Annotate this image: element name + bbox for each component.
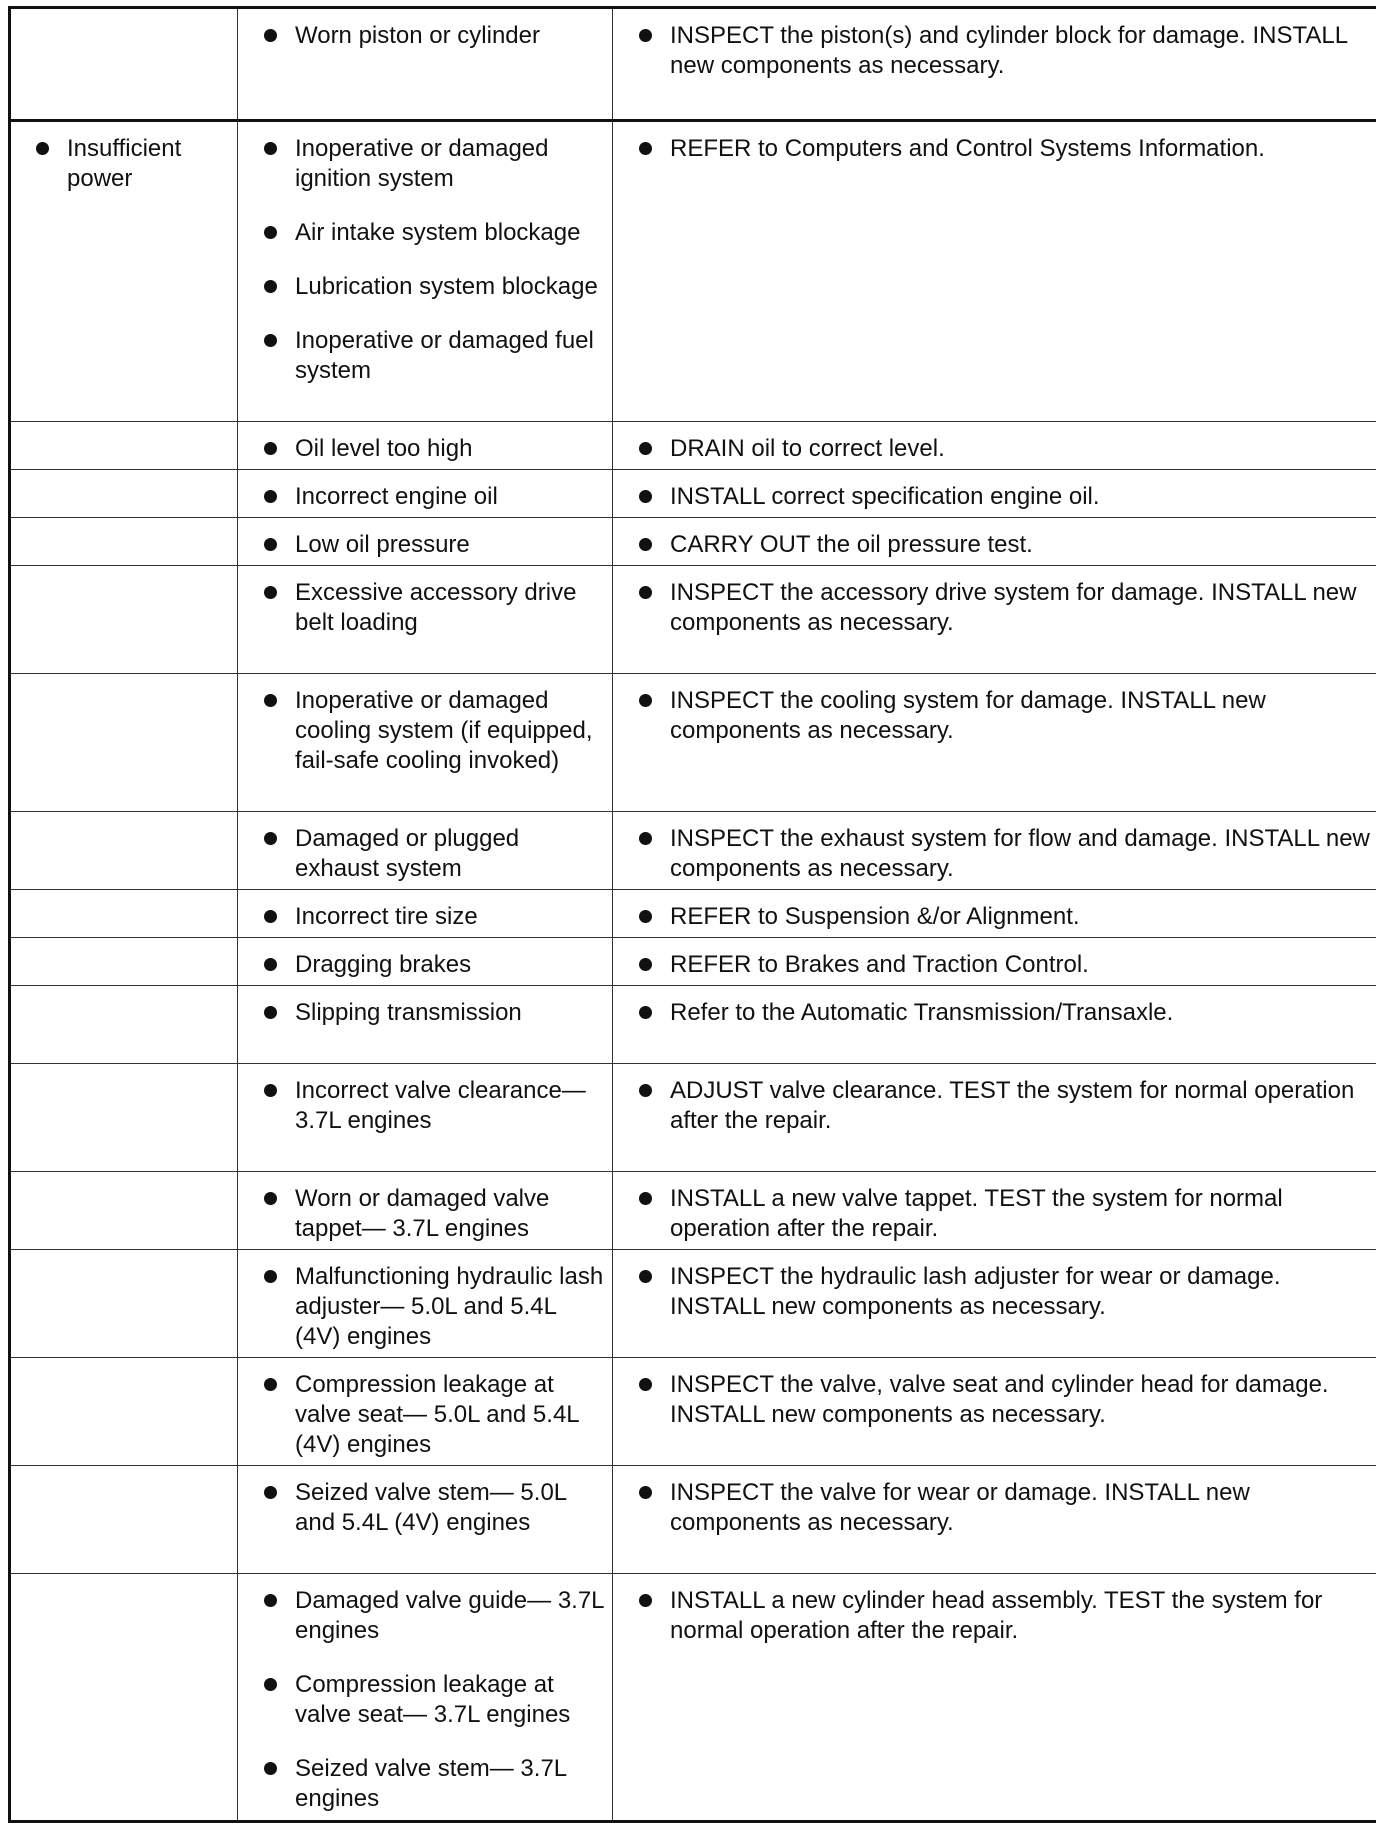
bullet-list — [238, 530, 606, 560]
condition-cell — [10, 986, 238, 1064]
action-cell — [613, 470, 1376, 518]
action-cell — [613, 986, 1376, 1064]
cause-cell — [238, 812, 613, 890]
cause-cell — [238, 1064, 613, 1172]
table-row — [10, 566, 1376, 674]
table-row — [10, 674, 1376, 812]
table-row — [10, 422, 1376, 470]
table-row — [10, 1250, 1376, 1358]
condition-item: Insufficient power — [11, 134, 231, 194]
table-row — [10, 1574, 1376, 1822]
action-cell — [613, 812, 1376, 890]
action-item: DRAIN oil to correct level. — [613, 434, 1371, 464]
condition-cell — [10, 938, 238, 986]
action-item: INSPECT the accessory drive system for damage. INSTALL new components as necessary. — [613, 578, 1371, 638]
action-item: INSPECT the cooling system for damage. INSTALL new components as necessary. — [613, 686, 1371, 746]
action-item: INSPECT the hydraulic lash adjuster for wear or damage. INSTALL new components as necessary. — [613, 1262, 1371, 1322]
action-cell — [613, 422, 1376, 470]
cause-item: Incorrect valve clearance— 3.7L engines — [238, 1076, 606, 1136]
cause-cell — [238, 566, 613, 674]
action-cell — [613, 566, 1376, 674]
bullet-list — [613, 1262, 1371, 1322]
table-row — [10, 518, 1376, 566]
action-item: ADJUST valve clearance. TEST the system for normal operation after the repair. — [613, 1076, 1371, 1136]
table-row — [10, 1064, 1376, 1172]
bullet-list — [613, 902, 1371, 932]
cause-item: Inoperative or damaged cooling system (if equipped, fail-safe cooling invoked) — [238, 686, 606, 776]
bullet-list — [613, 998, 1371, 1028]
cause-cell — [238, 986, 613, 1064]
condition-cell — [10, 812, 238, 890]
cause-item: Malfunctioning hydraulic lash adjuster— 5.0L and 5.4L (4V) engines — [238, 1262, 606, 1352]
action-item: INSTALL a new valve tappet. TEST the system for normal operation after the repair. — [613, 1184, 1371, 1244]
cause-cell — [238, 470, 613, 518]
action-item: INSTALL a new cylinder head assembly. TEST the system for normal operation after the repair. — [613, 1586, 1371, 1646]
table-row — [10, 470, 1376, 518]
cause-item: Lubrication system blockage — [238, 272, 606, 302]
cause-item: Excessive accessory drive belt loading — [238, 578, 606, 638]
bullet-list — [238, 1478, 606, 1538]
cause-cell — [238, 518, 613, 566]
action-item: Refer to the Automatic Transmission/Transaxle. — [613, 998, 1371, 1028]
bullet-list — [613, 1076, 1371, 1136]
cause-item: Seized valve stem— 5.0L and 5.4L (4V) engines — [238, 1478, 606, 1538]
bullet-list — [238, 950, 606, 980]
bullet-list — [238, 902, 606, 932]
bullet-list — [238, 824, 606, 884]
condition-cell — [10, 422, 238, 470]
cause-cell — [238, 422, 613, 470]
action-item: INSPECT the valve, valve seat and cylinder head for damage. INSTALL new components as necessary. — [613, 1370, 1371, 1430]
cause-item: Inoperative or damaged ignition system — [238, 134, 606, 194]
cause-item: Compression leakage at valve seat— 3.7L engines — [238, 1670, 606, 1730]
table-row — [10, 1466, 1376, 1574]
action-item: REFER to Suspension &/or Alignment. — [613, 902, 1371, 932]
action-item: REFER to Computers and Control Systems Information. — [613, 134, 1371, 164]
table-row — [10, 986, 1376, 1064]
cause-cell — [238, 1172, 613, 1250]
cause-cell — [238, 1250, 613, 1358]
bullet-list — [238, 1370, 606, 1460]
cause-cell — [238, 1466, 613, 1574]
condition-cell — [10, 1358, 238, 1466]
bullet-list — [238, 482, 606, 512]
cause-item: Compression leakage at valve seat— 5.0L and 5.4L (4V) engines — [238, 1370, 606, 1460]
diagnosis-table — [8, 6, 1376, 1823]
action-item: CARRY OUT the oil pressure test. — [613, 530, 1371, 560]
bullet-list — [238, 1586, 606, 1814]
cause-item: Air intake system blockage — [238, 218, 606, 248]
bullet-list — [613, 824, 1371, 884]
action-item: INSPECT the exhaust system for flow and damage. INSTALL new components as necessary. — [613, 824, 1371, 884]
action-item: INSPECT the valve for wear or damage. INSTALL new components as necessary. — [613, 1478, 1371, 1538]
bullet-list — [613, 686, 1371, 746]
bullet-list — [613, 434, 1371, 464]
cause-item: Dragging brakes — [238, 950, 606, 980]
table-row — [10, 1172, 1376, 1250]
bullet-list — [238, 998, 606, 1028]
condition-cell — [10, 1574, 238, 1822]
bullet-list — [238, 434, 606, 464]
bullet-list — [613, 1586, 1371, 1646]
action-cell — [613, 8, 1376, 121]
condition-cell — [10, 121, 238, 422]
condition-cell — [10, 470, 238, 518]
bullet-list — [613, 1478, 1371, 1538]
action-cell — [613, 1172, 1376, 1250]
condition-cell — [10, 1064, 238, 1172]
condition-cell — [10, 1250, 238, 1358]
table-row — [10, 938, 1376, 986]
cause-item: Low oil pressure — [238, 530, 606, 560]
bullet-list — [613, 950, 1371, 980]
cause-item: Damaged valve guide— 3.7L engines — [238, 1586, 606, 1646]
cause-item: Incorrect tire size — [238, 902, 606, 932]
table-row — [10, 812, 1376, 890]
action-cell — [613, 518, 1376, 566]
table-row — [10, 890, 1376, 938]
cause-cell — [238, 121, 613, 422]
condition-cell — [10, 566, 238, 674]
bullet-list — [613, 1370, 1371, 1430]
bullet-list — [613, 530, 1371, 560]
condition-cell — [10, 890, 238, 938]
cause-item: Slipping transmission — [238, 998, 606, 1028]
cause-item: Damaged or plugged exhaust system — [238, 824, 606, 884]
action-cell — [613, 890, 1376, 938]
condition-cell — [10, 518, 238, 566]
bullet-list — [11, 134, 231, 194]
diagnosis-table-body — [10, 8, 1376, 1822]
cause-item: Worn piston or cylinder — [238, 21, 606, 51]
action-item: REFER to Brakes and Traction Control. — [613, 950, 1371, 980]
bullet-list — [613, 1184, 1371, 1244]
bullet-list — [238, 1076, 606, 1136]
bullet-list — [613, 21, 1371, 81]
bullet-list — [613, 578, 1371, 638]
bullet-list — [238, 21, 606, 51]
action-cell — [613, 1250, 1376, 1358]
bullet-list — [238, 686, 606, 776]
cause-cell — [238, 938, 613, 986]
bullet-list — [238, 1262, 606, 1352]
action-cell — [613, 121, 1376, 422]
cause-item: Inoperative or damaged fuel system — [238, 326, 606, 386]
condition-cell — [10, 1172, 238, 1250]
bullet-list — [613, 134, 1371, 164]
action-cell — [613, 1466, 1376, 1574]
action-item: INSTALL correct specification engine oil. — [613, 482, 1371, 512]
action-cell — [613, 1574, 1376, 1822]
cause-cell — [238, 890, 613, 938]
condition-cell — [10, 1466, 238, 1574]
bullet-list — [238, 134, 606, 386]
action-item: INSPECT the piston(s) and cylinder block for damage. INSTALL new components as necessary. — [613, 21, 1371, 81]
cause-cell — [238, 1574, 613, 1822]
cause-item: Seized valve stem— 3.7L engines — [238, 1754, 606, 1814]
action-cell — [613, 674, 1376, 812]
action-cell — [613, 1064, 1376, 1172]
action-cell — [613, 1358, 1376, 1466]
action-cell — [613, 938, 1376, 986]
cause-cell — [238, 8, 613, 121]
bullet-list — [238, 578, 606, 638]
cause-item: Incorrect engine oil — [238, 482, 606, 512]
bullet-list — [238, 1184, 606, 1244]
bullet-list — [613, 482, 1371, 512]
condition-cell — [10, 8, 238, 121]
condition-cell — [10, 674, 238, 812]
cause-cell — [238, 1358, 613, 1466]
cause-cell — [238, 674, 613, 812]
table-row — [10, 8, 1376, 121]
table-row — [10, 1358, 1376, 1466]
table-row — [10, 121, 1376, 422]
cause-item: Worn or damaged valve tappet— 3.7L engines — [238, 1184, 606, 1244]
cause-item: Oil level too high — [238, 434, 606, 464]
